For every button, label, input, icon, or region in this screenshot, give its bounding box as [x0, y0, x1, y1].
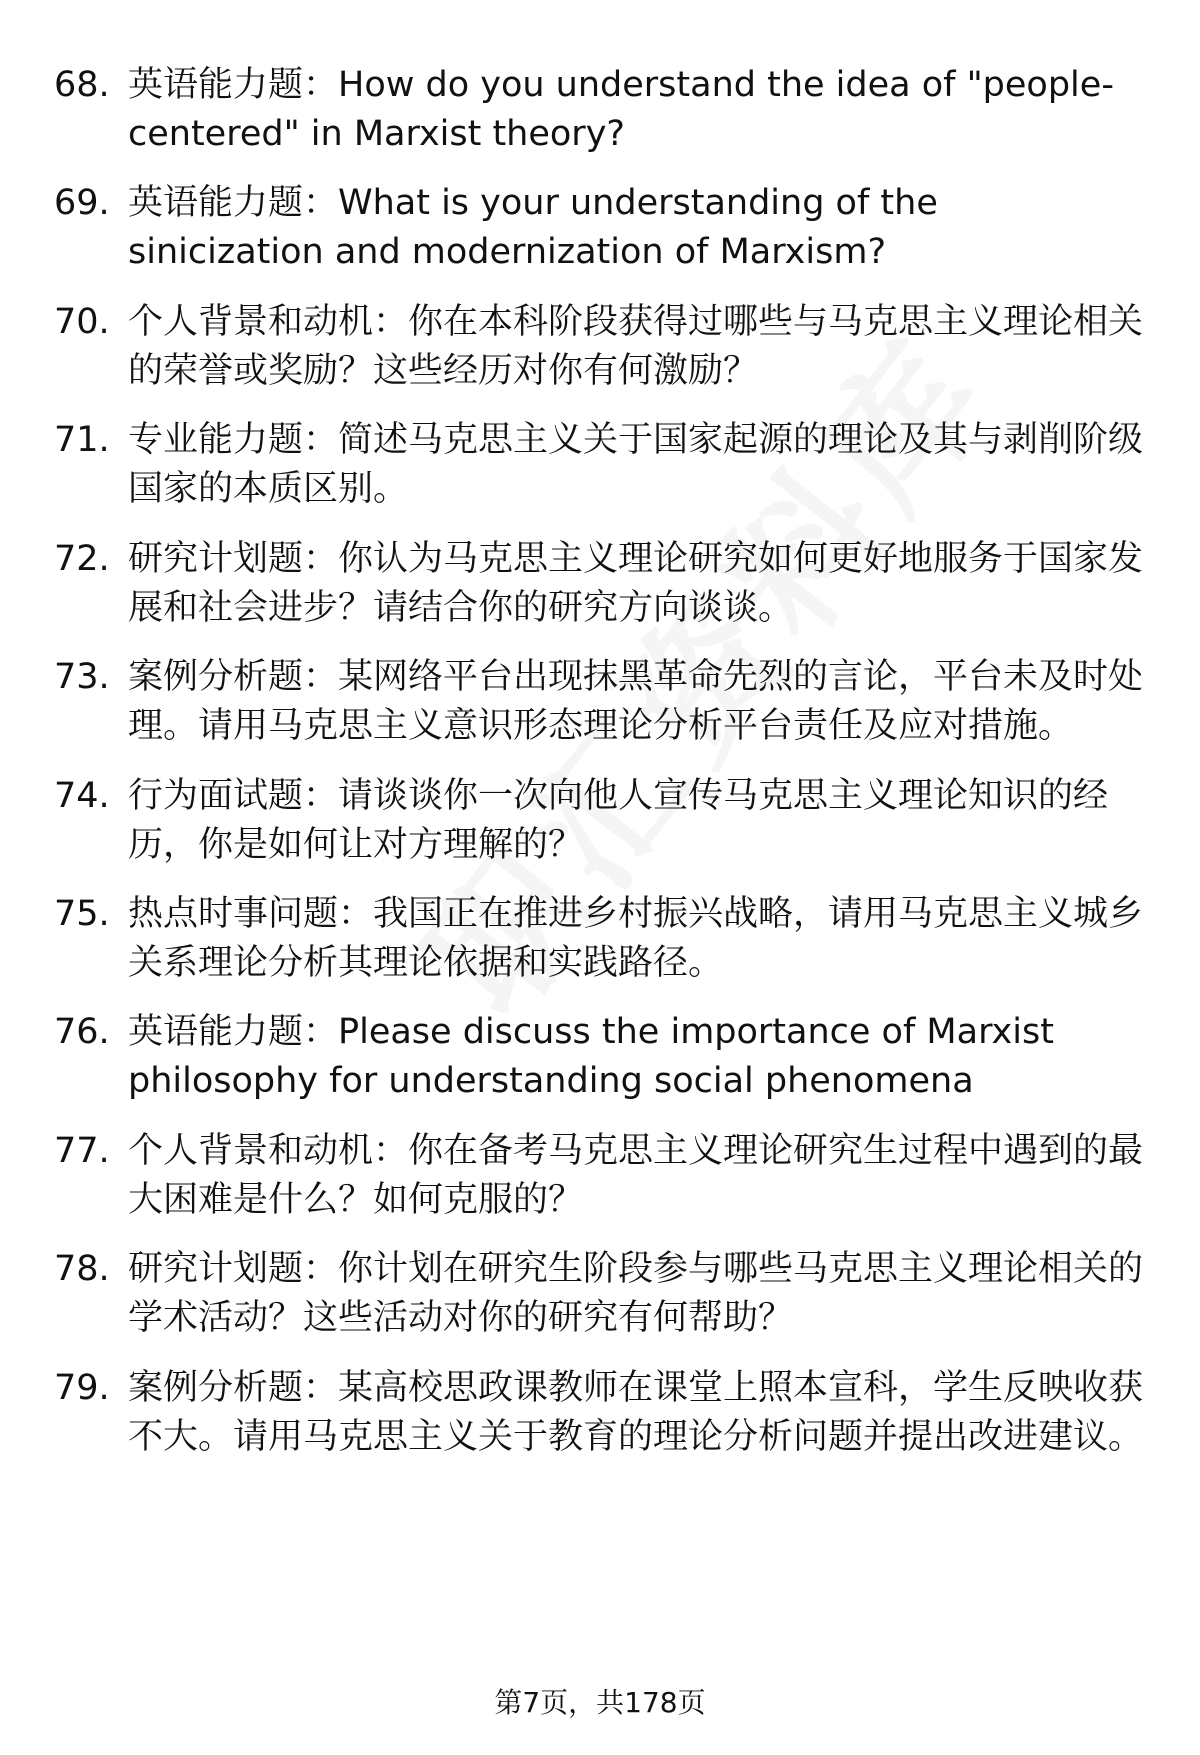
- question-number: 75.: [54, 894, 110, 934]
- question-item: [54, 653, 1144, 751]
- question-text: 行为面试题：请谈谈你一次向他人宣传马克思主义理论知识的经历，你是如何让对方理解的？: [128, 776, 1109, 865]
- page-footer: 第7页，共178页: [494, 1686, 706, 1719]
- question-number: 78.: [54, 1249, 110, 1289]
- question-number: 68.: [54, 65, 110, 105]
- question-text: 英语能力题：What is your understanding of the sinicization and modernization of Marxism?: [128, 183, 938, 272]
- question-item: [54, 179, 1144, 277]
- question-number: 72.: [54, 539, 110, 579]
- question-item: [54, 890, 1144, 988]
- question-number: 71.: [54, 420, 110, 460]
- question-number: 74.: [54, 776, 110, 816]
- question-text: 英语能力题：How do you understand the idea of "people-centered" in Marxist theory?: [128, 65, 1114, 154]
- question-number: 73.: [54, 657, 110, 697]
- question-item: [54, 1364, 1144, 1462]
- question-number: 76.: [54, 1012, 110, 1052]
- question-item: [54, 535, 1144, 633]
- question-text: 热点时事问题：我国正在推进乡村振兴战略，请用马克思主义城乡关系理论分析其理论依据和实践路径。: [128, 894, 1144, 983]
- question-number: 77.: [54, 1131, 110, 1171]
- question-number: 69.: [54, 183, 110, 223]
- question-text: 个人背景和动机：你在本科阶段获得过哪些与马克思主义理论相关的荣誉或奖励？这些经历对你有何激励？: [128, 302, 1144, 391]
- question-text: 研究计划题：你认为马克思主义理论研究如何更好地服务于国家发展和社会进步？请结合你的研究方向谈谈。: [128, 539, 1144, 628]
- question-text: 研究计划题：你计划在研究生阶段参与哪些马克思主义理论相关的学术活动？这些活动对你的研究有何帮助？: [128, 1249, 1144, 1338]
- question-item: [54, 772, 1144, 870]
- question-number: 70.: [54, 302, 110, 342]
- question-item: [54, 1008, 1144, 1106]
- question-item: [54, 1127, 1144, 1225]
- question-text: 案例分析题：某高校思政课教师在课堂上照本宣科，学生反映收获不大。请用马克思主义关于教育的理论分析问题并提出改进建议。: [128, 1368, 1144, 1457]
- question-item: [54, 61, 1144, 159]
- question-text: 案例分析题：某网络平台出现抹黑革命先烈的言论，平台未及时处理。请用马克思主义意识形态理论分析平台责任及应对措施。: [128, 657, 1144, 746]
- question-item: [54, 298, 1144, 396]
- question-item: [54, 1245, 1144, 1343]
- question-text: 英语能力题：Please discuss the importance of Marxist philosophy for understanding social phenomena: [128, 1012, 1054, 1101]
- question-number: 79.: [54, 1368, 110, 1408]
- question-text: 个人背景和动机：你在备考马克思主义理论研究生过程中遇到的最大困难是什么？如何克服的？: [128, 1131, 1144, 1220]
- question-text: 专业能力题：简述马克思主义关于国家起源的理论及其与剥削阶级国家的本质区别。: [128, 420, 1144, 509]
- question-item: [54, 416, 1144, 514]
